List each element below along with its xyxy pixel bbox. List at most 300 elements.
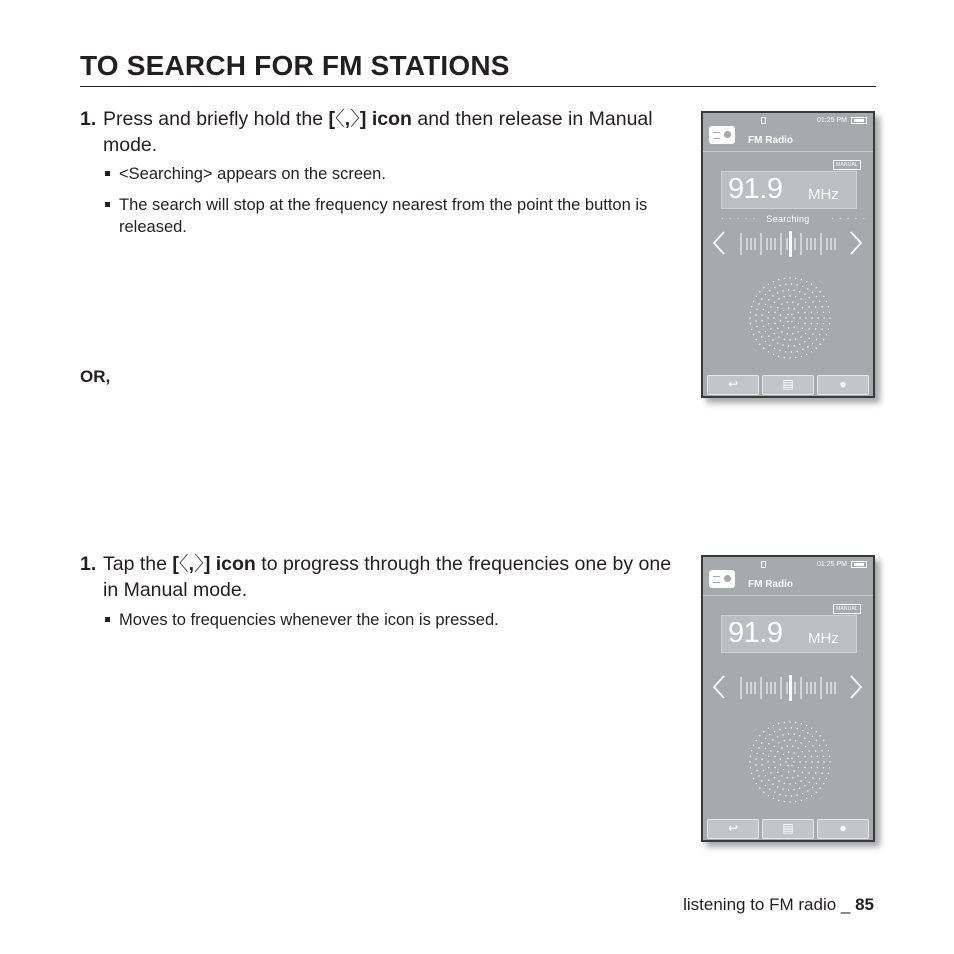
battery-icon (851, 561, 867, 568)
step-text-post: and then release in Manual mode. (103, 108, 653, 156)
header-divider (703, 151, 873, 152)
grille-dot (829, 761, 830, 762)
grille-dot (812, 292, 813, 293)
grille-dot (749, 317, 750, 318)
clock: 01:25 PM (817, 561, 847, 568)
grille-dot (770, 772, 771, 773)
grille-dot (772, 339, 773, 340)
grille-dot (788, 789, 789, 790)
grille-dot (756, 296, 757, 297)
grille-dot (763, 753, 764, 754)
grille-dot (774, 323, 775, 324)
grille-dot (792, 333, 793, 334)
right-arrow-icon (848, 673, 864, 701)
step-1-bullets (103, 163, 673, 247)
right-arrow-icon: 〉 (194, 553, 204, 575)
grille-dot (788, 289, 789, 290)
icon-word: icon (366, 108, 412, 130)
grille-dot (794, 752, 795, 753)
grille-dot (816, 783, 817, 784)
frequency-unit: MHz (808, 630, 839, 647)
grille-dot (816, 296, 817, 297)
grille-dot (774, 756, 775, 757)
grille-dot (806, 725, 807, 726)
grille-dot (773, 281, 774, 282)
grille-dot (768, 780, 769, 781)
grille-dot (769, 734, 770, 735)
grille-dot (808, 750, 809, 751)
grille-dot (808, 328, 809, 329)
grille-dot (801, 279, 802, 280)
grille-dot (807, 346, 808, 347)
grille-dot (791, 351, 792, 352)
grille-dot (811, 312, 812, 313)
grille-dot (777, 342, 778, 343)
grille-dot (787, 314, 788, 315)
grille-dot (812, 301, 813, 302)
grille-dot (763, 731, 764, 732)
grille-dot (759, 735, 760, 736)
grille-dot (778, 356, 779, 357)
grille-dot (799, 761, 800, 762)
grille-dot (805, 317, 806, 318)
grille-dot (804, 323, 805, 324)
app-title: FM Radio (748, 135, 793, 146)
grille-dot (811, 756, 812, 757)
grille-dot (767, 317, 768, 318)
grille-dot (802, 286, 803, 287)
grille-dot (778, 336, 779, 337)
grille-dot (758, 747, 759, 748)
grille-dot (829, 756, 830, 757)
grille-dot (823, 767, 824, 768)
grille-dot (823, 756, 824, 757)
grille-dot (816, 348, 817, 349)
grille-dot (759, 788, 760, 789)
grille-dot (806, 354, 807, 355)
grille-dot (816, 731, 817, 732)
grille-dot (769, 789, 770, 790)
grille-dot (800, 298, 801, 299)
grille-dot (774, 333, 775, 334)
grille-dot (826, 745, 827, 746)
grille-dot (773, 725, 774, 726)
grille-dot (791, 765, 792, 766)
grille-dot (819, 301, 820, 302)
grille-dot (829, 767, 830, 768)
grille-dot (828, 329, 829, 330)
grille-dot (765, 748, 766, 749)
grille-dot (783, 754, 784, 755)
grille-dot (823, 312, 824, 313)
grille-dot (749, 761, 750, 762)
grille-dot (763, 309, 764, 310)
grille-dot (797, 284, 798, 285)
menu-button[interactable] (762, 819, 814, 839)
step-1-search (80, 106, 680, 158)
grille-dot (753, 334, 754, 335)
grille-dot (811, 761, 812, 762)
grille-dot (763, 287, 764, 288)
grille-dot (807, 790, 808, 791)
device-screen-searching (701, 111, 875, 398)
header-divider (703, 595, 873, 596)
grille-dot (812, 343, 813, 344)
grille-dot (826, 301, 827, 302)
grille-dot (778, 742, 779, 743)
grille-dot (789, 339, 790, 340)
grille-dot (782, 734, 783, 735)
grille-dot (780, 759, 781, 760)
grille-dot (802, 307, 803, 308)
grille-dot (777, 786, 778, 787)
grille-dot (788, 733, 789, 734)
page-footer (683, 895, 874, 915)
page-title: TO SEARCH FOR FM STATIONS (80, 50, 876, 87)
grille-dot (795, 278, 796, 279)
grille-dot (753, 778, 754, 779)
grille-dot (781, 775, 782, 776)
search-dots-left: · · · · · (721, 214, 757, 223)
grille-dot (815, 750, 816, 751)
grille-dot (765, 341, 766, 342)
right-arrow-icon (848, 229, 864, 257)
grille-dot (785, 795, 786, 796)
grille-dot (812, 736, 813, 737)
step-text (103, 551, 680, 603)
grille-dot (770, 306, 771, 307)
grille-dot (788, 751, 789, 752)
grille-dot (778, 780, 779, 781)
grille-dot (823, 740, 824, 741)
grille-dot (816, 287, 817, 288)
grille-dot (779, 350, 780, 351)
grille-dot (817, 767, 818, 768)
grille-dot (811, 728, 812, 729)
grille-dot (802, 328, 803, 329)
grille-dot (789, 801, 790, 802)
grille-dot (768, 767, 769, 768)
grille-dot (812, 787, 813, 788)
grille-dot (787, 765, 788, 766)
grille-dot (761, 336, 762, 337)
grille-dot (794, 326, 795, 327)
grille-dot (823, 339, 824, 340)
grille-dot (761, 298, 762, 299)
grille-dot (811, 795, 812, 796)
grille-dot (773, 798, 774, 799)
grille-dot (828, 773, 829, 774)
grille-dot (821, 306, 822, 307)
grille-dot (817, 323, 818, 324)
grille-dot (784, 740, 785, 741)
grille-dot (761, 764, 762, 765)
bullet-item: <Searching> appears on the screen. (103, 163, 673, 185)
grille-dot (820, 735, 821, 736)
grille-dot (774, 792, 775, 793)
grille-dot (817, 761, 818, 762)
grille-dot (787, 302, 788, 303)
grille-dot (799, 317, 800, 318)
grille-dot (802, 349, 803, 350)
grille-dot (753, 745, 754, 746)
grille-dot (787, 758, 788, 759)
grille-dot (819, 334, 820, 335)
grille-dot (801, 723, 802, 724)
lock-icon (761, 561, 766, 568)
or-label: OR, (80, 367, 111, 386)
grille-dot (773, 317, 774, 318)
left-arrow-button[interactable] (711, 229, 729, 259)
grille-dot (820, 344, 821, 345)
grille-dot (812, 745, 813, 746)
menu-icon: ▤ (782, 377, 794, 391)
grille-dot (794, 308, 795, 309)
grille-dot (795, 801, 796, 802)
dot-icon: ● (839, 377, 847, 391)
grille-dot (802, 730, 803, 731)
comma: , (188, 553, 195, 575)
grille-dot (815, 306, 816, 307)
preset-button[interactable] (817, 375, 869, 395)
grille-dot (788, 307, 789, 308)
right-arrow-button[interactable] (848, 673, 866, 703)
grille-dot (774, 746, 775, 747)
grille-dot (756, 740, 757, 741)
grille-dot (791, 727, 792, 728)
grille-dot (782, 788, 783, 789)
grille-dot (800, 780, 801, 781)
grille-dot (815, 328, 816, 329)
grille-dot (789, 295, 790, 296)
grille-dot (768, 336, 769, 337)
grille-dot (804, 738, 805, 739)
grille-dot (785, 317, 786, 318)
grille-dot (821, 750, 822, 751)
grille-dot (768, 756, 769, 757)
grille-dot (817, 317, 818, 318)
speaker-grille-icon (745, 717, 835, 812)
grille-dot (751, 306, 752, 307)
grille-dot (811, 767, 812, 768)
grille-dot (758, 331, 759, 332)
grille-dot (791, 795, 792, 796)
grille-dot (750, 312, 751, 313)
grille-dot (777, 736, 778, 737)
grille-dot (778, 279, 779, 280)
grille-dot (797, 303, 798, 304)
grille-dot (761, 759, 762, 760)
mode-badge: MANUAL (833, 604, 861, 614)
grille-dot (769, 345, 770, 346)
step-text (103, 106, 680, 158)
grille-dot (785, 761, 786, 762)
grille-dot (794, 290, 795, 291)
grille-dot (801, 356, 802, 357)
lock-icon (761, 117, 766, 124)
grille-dot (794, 789, 795, 790)
grille-dot (789, 783, 790, 784)
grille-dot (788, 345, 789, 346)
grille-dot (792, 302, 793, 303)
grille-dot (811, 323, 812, 324)
grille-dot (821, 773, 822, 774)
grille-dot (784, 801, 785, 802)
grille-dot (763, 792, 764, 793)
grille-dot (795, 722, 796, 723)
battery-icon (851, 117, 867, 124)
tuner-scale (739, 231, 839, 262)
bottom-button-bar (707, 375, 869, 395)
left-arrow-icon: 〈 (334, 108, 345, 130)
grille-dot (784, 339, 785, 340)
grille-dot (805, 777, 806, 778)
grille-dot (770, 750, 771, 751)
grille-dot (793, 317, 794, 318)
grille-dot (758, 303, 759, 304)
grille-dot (761, 780, 762, 781)
step-text-pre: Press and briefly hold the (103, 108, 329, 130)
grille-dot (789, 357, 790, 358)
grille-dot (807, 288, 808, 289)
grille-dot (820, 291, 821, 292)
grille-dot (821, 329, 822, 330)
grille-dot (777, 772, 778, 773)
grille-dot (808, 306, 809, 307)
grille-dot (768, 299, 769, 300)
grille-dot (763, 348, 764, 349)
grille-dot (756, 753, 757, 754)
grille-dot (768, 743, 769, 744)
grille-dot (756, 783, 757, 784)
grille-dot (807, 732, 808, 733)
grille-dot (765, 775, 766, 776)
grille-dot (798, 323, 799, 324)
grille-dot (772, 783, 773, 784)
grille-dot (758, 775, 759, 776)
grille-dot (809, 741, 810, 742)
grille-dot (817, 756, 818, 757)
grille-dot (784, 296, 785, 297)
grille-dot (826, 334, 827, 335)
grille-dot (802, 793, 803, 794)
grille-dot (785, 284, 786, 285)
grille-dot (795, 783, 796, 784)
grille-dot (787, 333, 788, 334)
grille-dot (768, 351, 769, 352)
grille-dot (761, 320, 762, 321)
grille-dot (779, 794, 780, 795)
grille-dot (795, 296, 796, 297)
grille-dot (753, 301, 754, 302)
searching-label: Searching (766, 214, 810, 224)
grille-dot (787, 777, 788, 778)
grille-dot (804, 294, 805, 295)
grille-dot (763, 326, 764, 327)
grille-dot (784, 783, 785, 784)
grille-dot (799, 735, 800, 736)
grille-dot (774, 287, 775, 288)
grille-dot (797, 331, 798, 332)
grille-dot (750, 756, 751, 757)
grille-dot (804, 341, 805, 342)
grille-dot (800, 742, 801, 743)
search-dots-right: · · · · · (831, 214, 867, 223)
grille-dot (784, 278, 785, 279)
grille-dot (802, 751, 803, 752)
speaker-grille-icon (745, 273, 835, 368)
grille-dot (805, 302, 806, 303)
back-button[interactable] (707, 375, 759, 395)
grille-dot (828, 750, 829, 751)
grille-dot (791, 321, 792, 322)
grille-dot (779, 729, 780, 730)
grille-dot (791, 314, 792, 315)
grille-dot (779, 285, 780, 286)
grille-dot (774, 312, 775, 313)
grille-dot (820, 788, 821, 789)
grille-dot (783, 310, 784, 311)
preset-button[interactable] (817, 819, 869, 839)
grille-dot (794, 734, 795, 735)
grille-dot (756, 326, 757, 327)
grille-dot (806, 798, 807, 799)
grille-dot (799, 291, 800, 292)
grille-dot (789, 277, 790, 278)
grille-dot (792, 746, 793, 747)
left-arrow-icon: 〈 (178, 553, 189, 575)
grille-dot (778, 800, 779, 801)
frequency-unit: MHz (808, 186, 839, 203)
grille-dot (809, 338, 810, 339)
frequency-display (721, 615, 857, 653)
app-title: FM Radio (748, 579, 793, 590)
grille-dot (755, 764, 756, 765)
grille-dot (777, 328, 778, 329)
bracket-open: [ (328, 108, 335, 130)
grille-dot (829, 323, 830, 324)
bullet-item: Moves to frequencies whenever the icon is pressed. (103, 609, 673, 631)
grille-dot (783, 325, 784, 326)
grille-dot (784, 357, 785, 358)
left-arrow-button[interactable] (711, 673, 729, 703)
frequency-value: 91.9 (728, 617, 783, 649)
grille-dot (761, 742, 762, 743)
grille-dot (780, 320, 781, 321)
grille-dot (777, 751, 778, 752)
right-arrow-button[interactable] (848, 229, 866, 259)
grille-dot (804, 767, 805, 768)
grille-dot (755, 320, 756, 321)
grille-dot (793, 761, 794, 762)
frequency-value: 91.9 (728, 173, 783, 205)
grille-dot (767, 761, 768, 762)
grille-dot (785, 728, 786, 729)
menu-button[interactable] (762, 375, 814, 395)
grille-dot (765, 738, 766, 739)
grille-dot (765, 304, 766, 305)
back-button[interactable] (707, 819, 759, 839)
grille-dot (791, 758, 792, 759)
grille-dot (817, 312, 818, 313)
grille-dot (756, 770, 757, 771)
grille-dot (804, 756, 805, 757)
grille-dot (799, 788, 800, 789)
grille-dot (756, 309, 757, 310)
grille-dot (788, 771, 789, 772)
step-text-post: to progress through the frequencies one by one in Manual mode. (103, 553, 672, 601)
grille-dot (768, 312, 769, 313)
